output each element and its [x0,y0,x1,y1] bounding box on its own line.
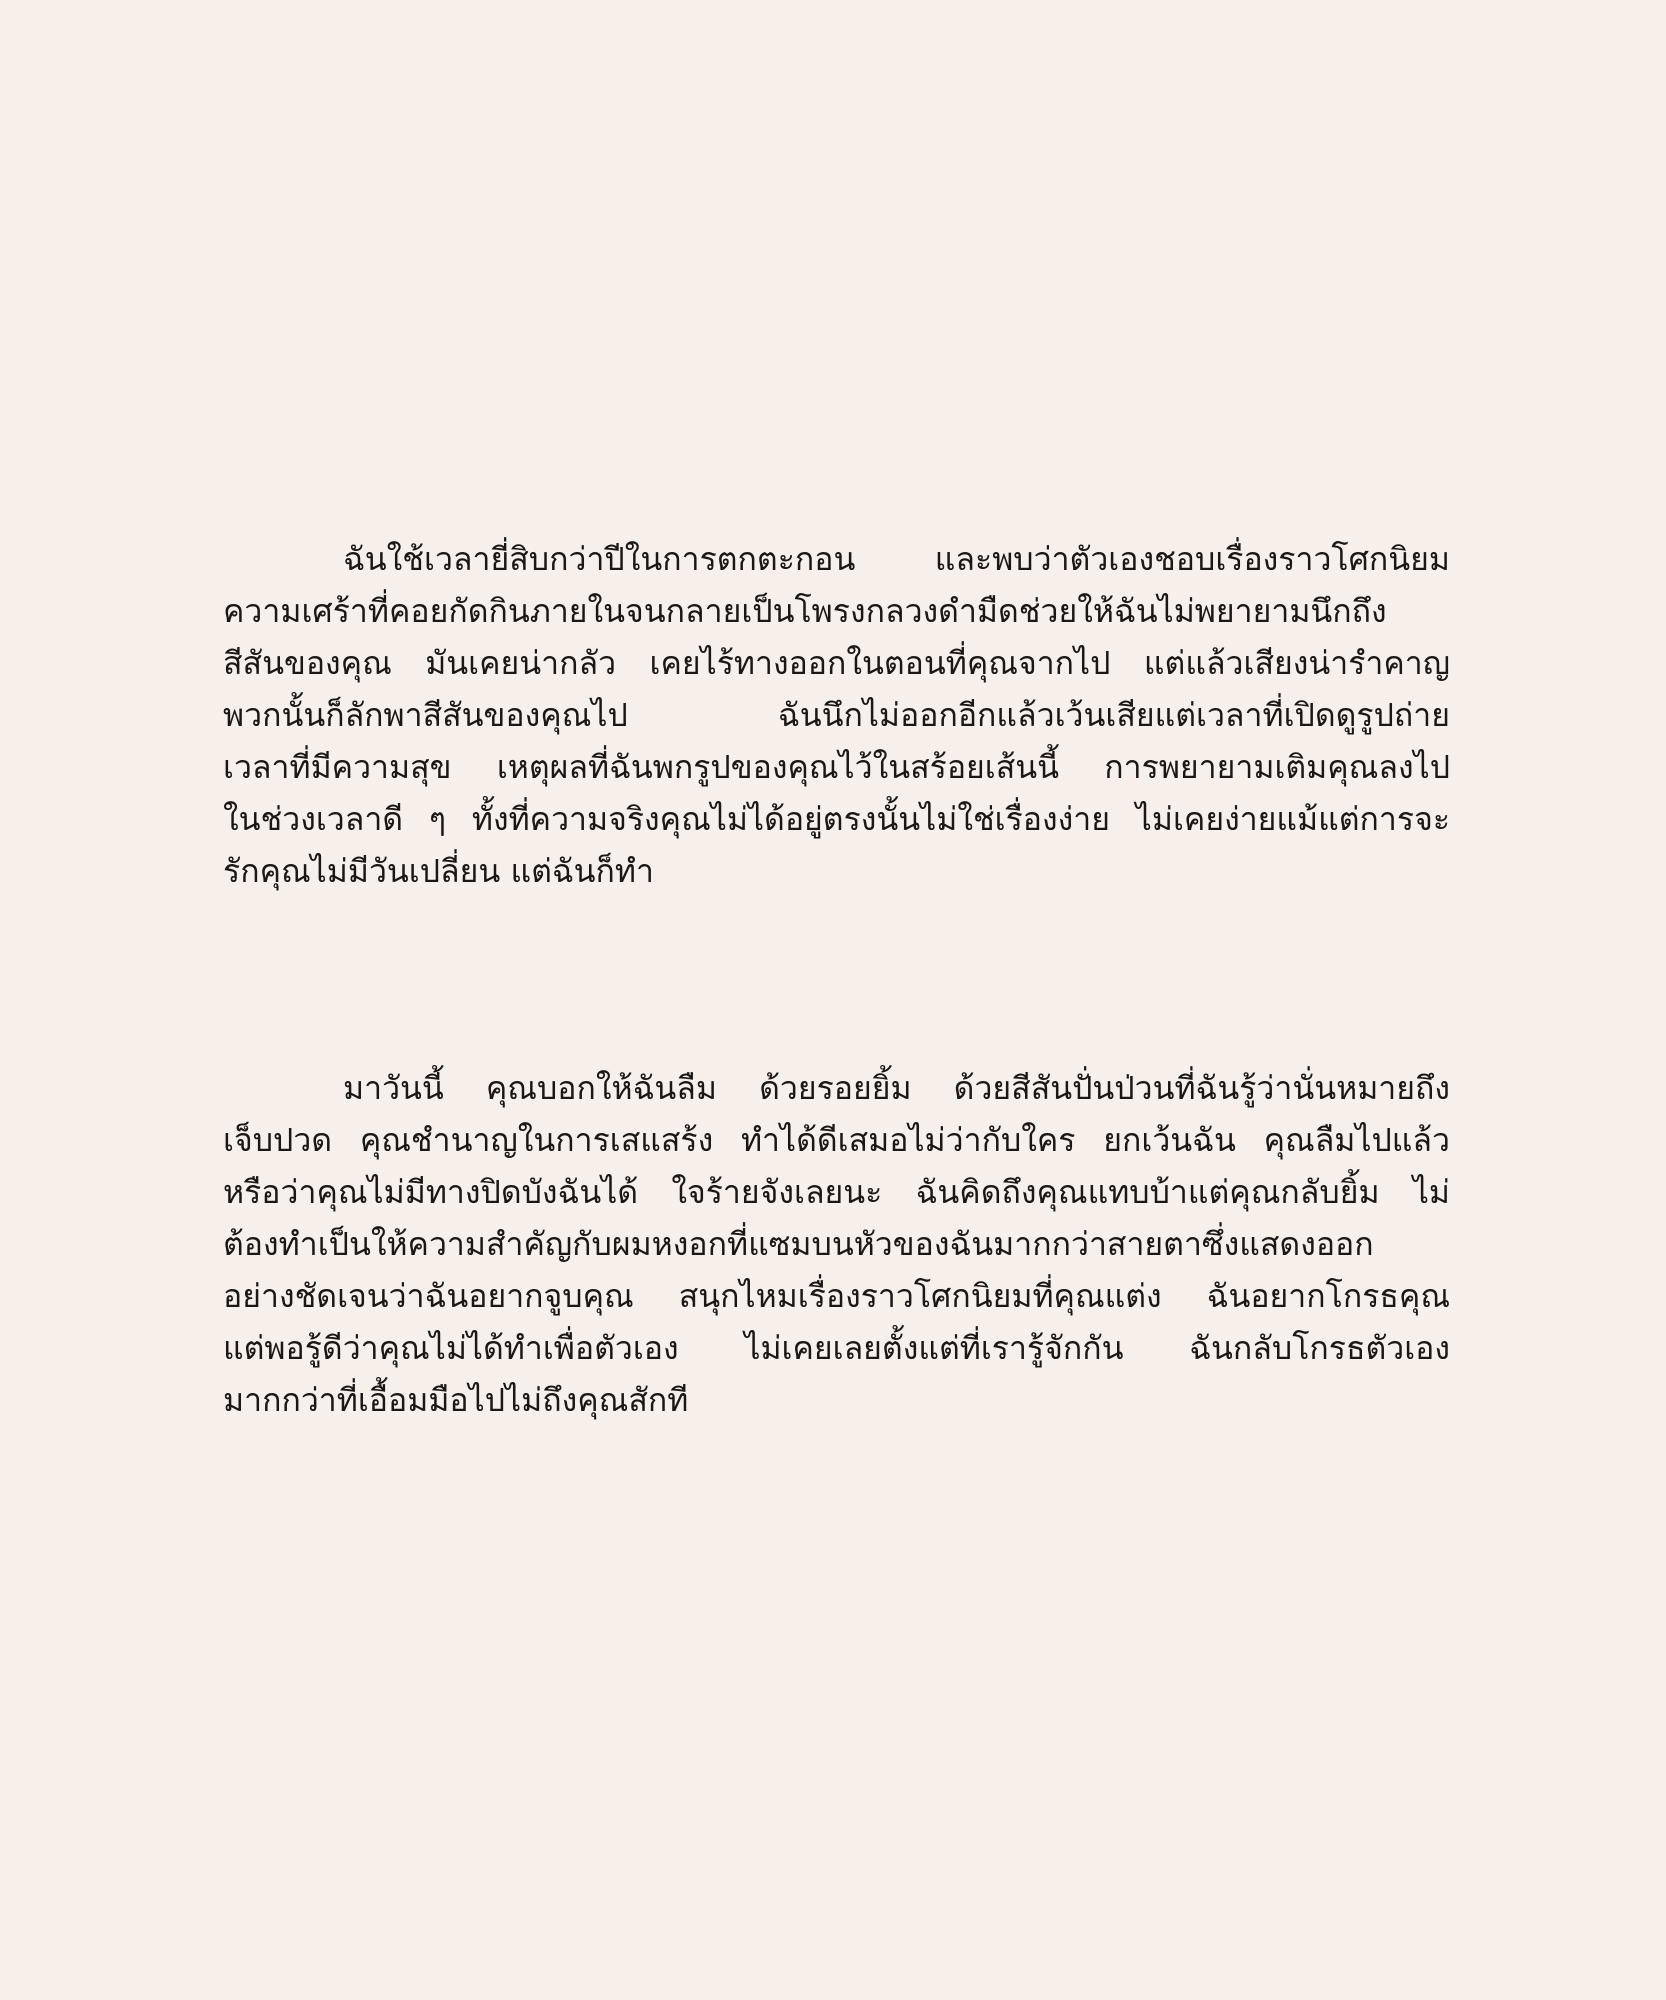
paragraph-line: หรือว่าคุณไม่มีทางปิดบังฉันได้ ใจร้ายจังเลยนะ ฉันคิดถึงคุณแทบบ้าแต่คุณกลับยิ้ม ไม่ [223,1173,1450,1211]
paragraph-line: มาวันนี้ คุณบอกให้ฉันลืม ด้วยรอยยิ้ม ด้วยสีสันปั่นป่วนที่ฉันรู้ว่านั่นหมายถึง [343,1069,1450,1107]
paragraph-line: แต่พอรู้ดีว่าคุณไม่ได้ทำเพื่อตัวเอง ไม่เคยเลยตั้งแต่ที่เรารู้จักกัน ฉันกลับโกรธตัวเอง [223,1329,1450,1367]
paragraph-line: ความเศร้าที่คอยกัดกินภายในจนกลายเป็นโพรงกลวงดำมืดช่วยให้ฉันไม่พยายามนึกถึง [223,592,1387,630]
paragraph-2 [223,1062,1450,1426]
paragraph-line: มากกว่าที่เอื้อมมือไปไม่ถึงคุณสักที [223,1381,689,1419]
paragraph-line: เจ็บปวด คุณชำนาญในการเสแสร้ง ทำได้ดีเสมอไม่ว่ากับใคร ยกเว้นฉัน คุณลืมไปแล้ว [223,1121,1450,1159]
paragraph-line: เวลาที่มีความสุข เหตุผลที่ฉันพกรูปของคุณไว้ในสร้อยเส้นนี้ การพยายามเติมคุณลงไป [223,748,1450,786]
paragraph-line: สีสันของคุณ มันเคยน่ากลัว เคยไร้ทางออกในตอนที่คุณจากไป แต่แล้วเสียงน่ารำคาญ [223,644,1450,682]
paragraph-line: ต้องทำเป็นให้ความสำคัญกับผมหงอกที่แซมบนหัวของฉันมากกว่าสายตาซึ่งแสดงออก [223,1225,1374,1263]
paragraph-line: รักคุณไม่มีวันเปลี่ยน แต่ฉันก็ทำ [223,852,654,890]
paragraph-line: พวกนั้นก็ลักพาสีสันของคุณไป ฉันนึกไม่ออกอีกแล้วเว้นเสียแต่เวลาที่เปิดดูรูปถ่าย [223,696,1450,734]
paragraph-line: ในช่วงเวลาดี ๆ ทั้งที่ความจริงคุณไม่ได้อยู่ตรงนั้นไม่ใช่เรื่องง่าย ไม่เคยง่ายแม้แต่การจะ [223,800,1450,838]
paragraph-line: อย่างชัดเจนว่าฉันอยากจูบคุณ สนุกไหมเรื่องราวโศกนิยมที่คุณแต่ง ฉันอยากโกรธคุณ [223,1277,1450,1315]
paragraph-1 [223,533,1450,897]
paragraph-line: ฉันใช้เวลายี่สิบกว่าปีในการตกตะกอน และพบว่าตัวเองชอบเรื่องราวโศกนิยม [343,540,1450,578]
